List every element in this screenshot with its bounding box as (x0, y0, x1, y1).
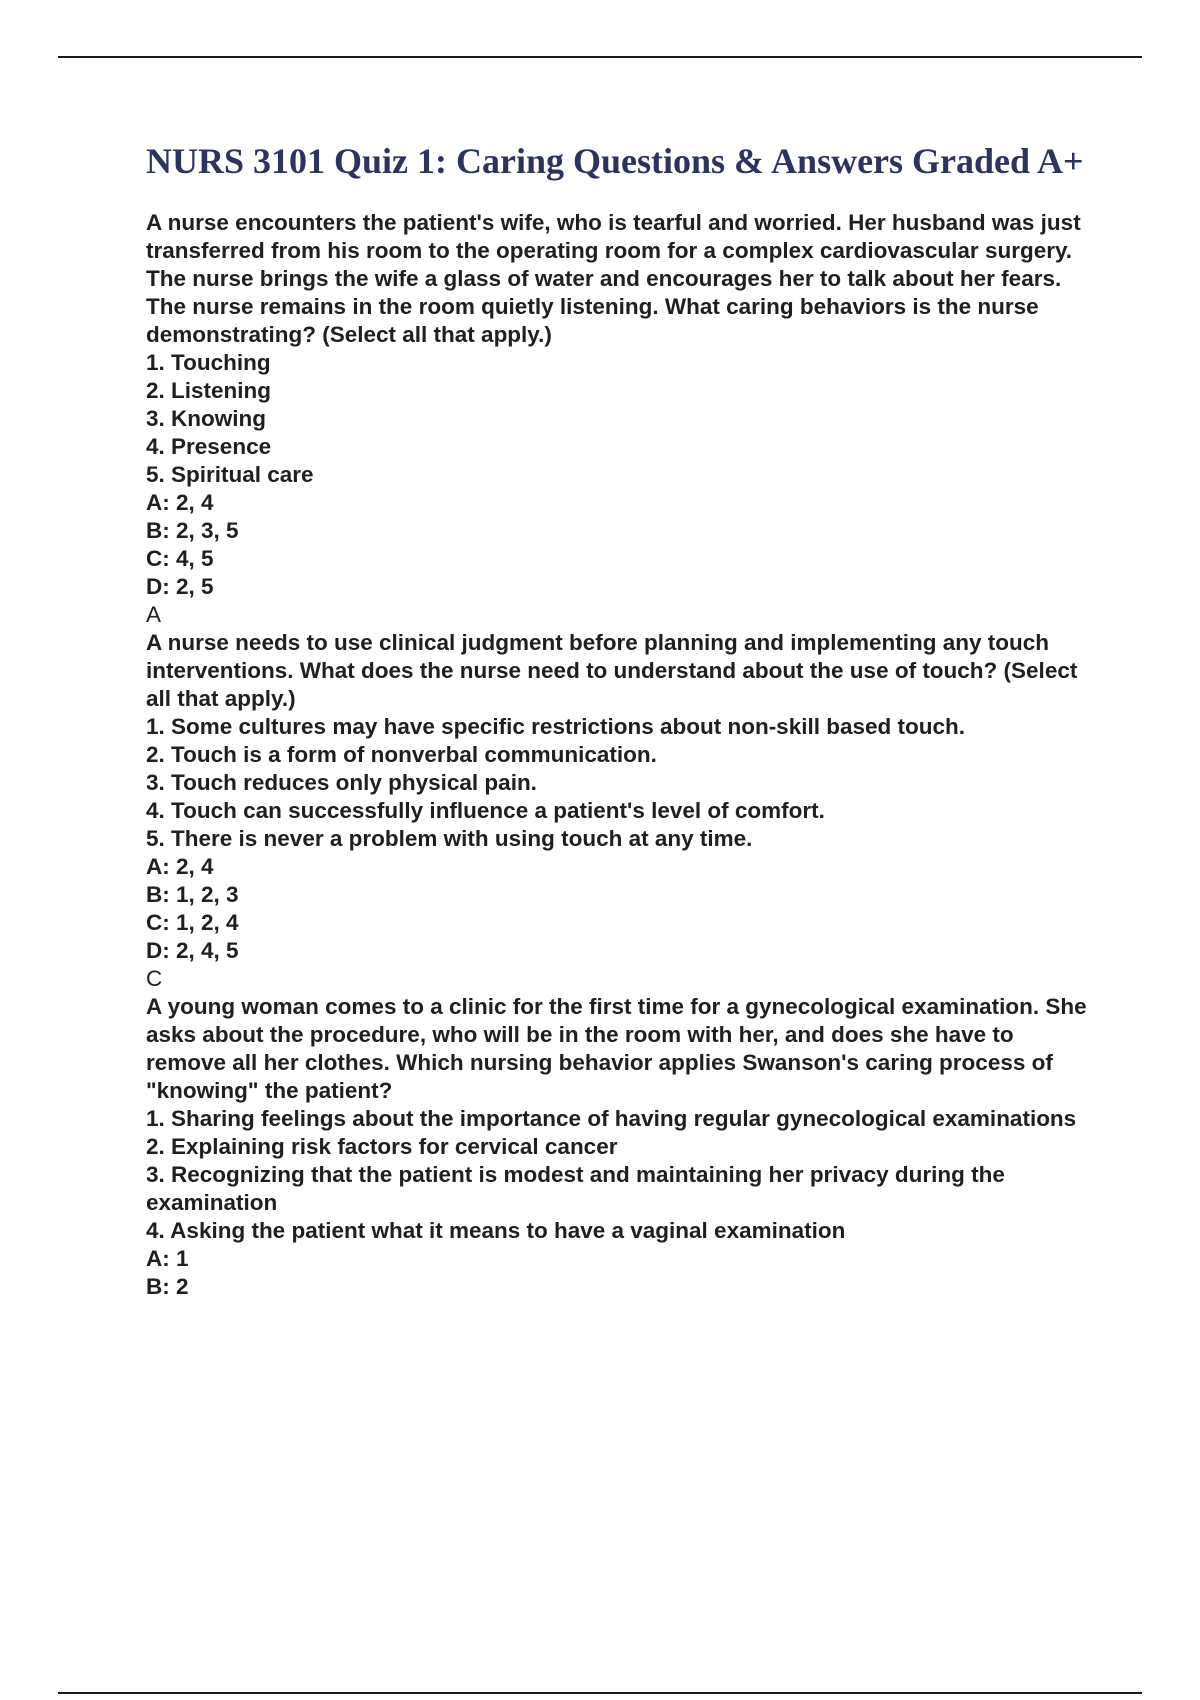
answer-choice: A: 2, 4 (146, 854, 214, 879)
answer-choice: B: 2, 3, 5 (146, 518, 239, 543)
option-item: 3. Knowing (146, 406, 266, 431)
option-item: 2. Explaining risk factors for cervical cancer (146, 1134, 618, 1159)
option-item: 4. Asking the patient what it means to have a vaginal examination (146, 1218, 846, 1243)
option-item: 5. There is never a problem with using touch at any time. (146, 826, 753, 851)
correct-answer: C (146, 966, 163, 991)
answer-choice: A: 1 (146, 1246, 189, 1271)
question-stem: A nurse encounters the patient's wife, who is tearful and worried. Her husband was just transferred from his room to the operating room for a complex cardiovascular surgery. The nurse brings the wife a glass of water and encourages her to talk about her fears. The nurse remains in the room quietly listening. What caring behaviors is the nurse demonstrating? (Select all that apply.) (146, 210, 1081, 347)
question-stem: A nurse needs to use clinical judgment before planning and implementing any touch interventions. What does the nurse need to understand about the use of touch? (Select all that apply.) (146, 630, 1078, 711)
option-item: 3. Recognizing that the patient is modest and maintaining her privacy during the examination (146, 1162, 1005, 1215)
option-item: 1. Some cultures may have specific restrictions about non-skill based touch. (146, 714, 965, 739)
option-item: 4. Presence (146, 434, 272, 459)
document-title: NURS 3101 Quiz 1: Caring Questions & Answers Graded A+ (146, 141, 1084, 181)
footer-rule (58, 1692, 1142, 1694)
answer-choice: B: 1, 2, 3 (146, 882, 239, 907)
answer-choice: D: 2, 4, 5 (146, 938, 239, 963)
option-item: 4. Touch can successfully influence a patient's level of comfort. (146, 798, 825, 823)
question-2 (146, 629, 1096, 993)
option-item: 2. Listening (146, 378, 272, 403)
question-3 (146, 993, 1096, 1301)
question-stem: A young woman comes to a clinic for the first time for a gynecological examination. She asks about the procedure, who will be in the room with her, and does she have to remove all her clothes. Which nursing behavior applies Swanson's caring process of "knowing" the patient? (146, 994, 1087, 1103)
answer-choice: D: 2, 5 (146, 574, 214, 599)
option-item: 1. Sharing feelings about the importance of having regular gynecological examinations (146, 1106, 1077, 1131)
document-page (146, 140, 1096, 1301)
answer-choice: A: 2, 4 (146, 490, 214, 515)
option-item: 3. Touch reduces only physical pain. (146, 770, 537, 795)
correct-answer: A (146, 602, 162, 627)
header-rule (58, 56, 1142, 58)
answer-choice: C: 4, 5 (146, 546, 214, 571)
option-item: 1. Touching (146, 350, 271, 375)
answer-choice: C: 1, 2, 4 (146, 910, 239, 935)
option-item: 2. Touch is a form of nonverbal communication. (146, 742, 657, 767)
answer-choice: B: 2 (146, 1274, 189, 1299)
question-1 (146, 209, 1096, 629)
option-item: 5. Spiritual care (146, 462, 314, 487)
